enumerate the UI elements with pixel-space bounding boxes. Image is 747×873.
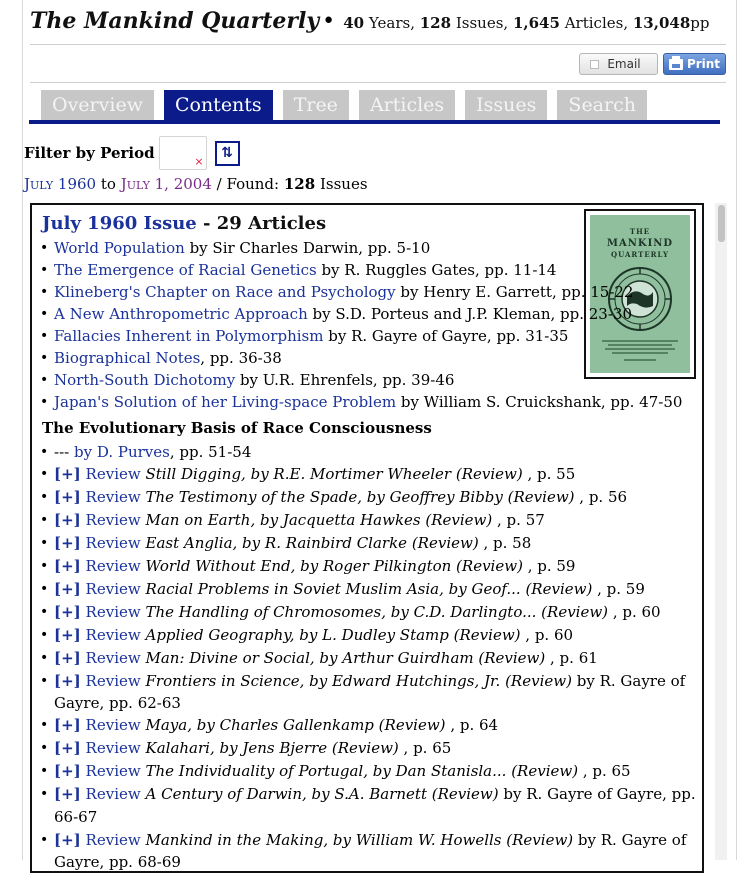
review-link[interactable]: Review <box>85 580 141 598</box>
list-item <box>38 441 702 463</box>
review-title: Man on Earth, by Jacquetta Hawkes (Review) <box>145 511 493 529</box>
review-link[interactable]: Review <box>85 603 141 621</box>
left-border <box>22 0 23 860</box>
right-border <box>736 0 737 860</box>
list-item <box>38 303 682 325</box>
scrollbar-thumb[interactable] <box>718 205 725 242</box>
article-meta: , pp. 36-38 <box>200 349 282 367</box>
review-title: A Century of Darwin, by S.A. Barnett (Review) <box>145 785 499 803</box>
review-meta: , p. 56 <box>574 488 628 506</box>
review-link[interactable]: Review <box>85 626 141 644</box>
article-link[interactable]: A New Anthropometric Approach <box>54 305 308 323</box>
review-item <box>38 624 702 647</box>
cover-the-text: THE <box>629 227 651 236</box>
issues-count: 128 <box>419 14 452 32</box>
period-filter <box>24 136 240 170</box>
expand-toggle[interactable]: [+] <box>54 739 81 757</box>
review-item <box>38 760 702 783</box>
review-meta: , p. 57 <box>492 511 545 529</box>
review-item <box>38 555 702 578</box>
review-item <box>38 463 702 486</box>
review-meta: , p. 60 <box>608 603 661 621</box>
review-link[interactable]: Review <box>85 511 141 529</box>
filter-label: Filter by Period <box>24 144 155 162</box>
sort-toggle-button[interactable] <box>215 141 240 166</box>
article-meta: by William S. Cruickshank, pp. 47-50 <box>396 393 683 411</box>
review-item <box>38 578 702 601</box>
review-meta: , p. 55 <box>522 465 576 483</box>
article-link[interactable]: Japan's Solution of her Living-space Problem <box>54 393 397 411</box>
review-title: Racial Problems in Soviet Muslim Asia, by Geof... (Review) <box>145 580 593 598</box>
expand-toggle[interactable]: [+] <box>54 716 81 734</box>
print-button[interactable] <box>663 53 726 75</box>
review-meta: , p. 65 <box>398 739 452 757</box>
review-title: The Handling of Chromosomes, by C.D. Darlingto... (Review) <box>145 603 609 621</box>
issue-contents-panel <box>30 203 704 873</box>
years-count: 40 <box>343 14 365 32</box>
review-meta: , p. 59 <box>522 557 576 575</box>
section-item-link[interactable]: by D. Purves <box>73 443 170 461</box>
review-link[interactable]: Review <box>85 488 141 506</box>
journal-title: The Mankind Quarterly <box>30 8 320 34</box>
review-item <box>38 509 702 532</box>
review-item <box>38 670 702 714</box>
review-link[interactable]: Review <box>85 672 141 690</box>
separator-dot: • <box>322 9 336 34</box>
review-title: East Anglia, by R. Rainbird Clarke (Review) <box>145 534 479 552</box>
article-link[interactable]: World Population <box>54 239 185 257</box>
review-meta: , p. 60 <box>520 626 574 644</box>
review-link[interactable]: Review <box>85 557 141 575</box>
review-item <box>38 829 702 873</box>
tab-articles[interactable]: Articles <box>359 90 455 120</box>
review-title: The Individuality of Portugal, by Dan Stanisla... (Review) <box>145 762 579 780</box>
review-link[interactable]: Review <box>85 739 141 757</box>
range-from-link[interactable]: July 1960 <box>24 175 97 193</box>
print-button-label: Print <box>686 57 721 71</box>
expand-toggle[interactable]: [+] <box>54 557 81 575</box>
email-checkbox-icon <box>590 60 599 69</box>
article-meta: by Sir Charles Darwin, pp. 5-10 <box>184 239 431 257</box>
expand-toggle[interactable]: [+] <box>54 831 81 849</box>
review-item <box>38 532 702 555</box>
review-meta: , p. 59 <box>592 580 645 598</box>
review-item <box>38 714 702 737</box>
clear-icon[interactable]: × <box>194 155 204 168</box>
review-link[interactable]: Review <box>85 831 141 849</box>
list-item <box>38 237 682 259</box>
article-link[interactable]: Klineberg's Chapter on Race and Psychology <box>54 283 396 301</box>
expand-toggle[interactable]: [+] <box>54 649 81 667</box>
section-item-meta: , pp. 51-54 <box>169 443 252 461</box>
article-meta: by R. Ruggles Gates, pp. 11-14 <box>316 261 557 279</box>
period-input[interactable] <box>159 136 207 170</box>
review-meta: , p. 61 <box>545 649 598 667</box>
expand-toggle[interactable]: [+] <box>54 626 81 644</box>
tabs-underline <box>29 120 720 124</box>
review-title: Kalahari, by Jens Bjerre (Review) <box>145 739 399 757</box>
review-meta: by R. Gayre of Gayre, pp. 66-67 <box>54 785 696 826</box>
review-list <box>38 441 702 873</box>
cover-mankind-text: MANKIND <box>606 238 674 249</box>
issue-title-link[interactable]: July 1960 Issue <box>42 213 197 234</box>
list-item <box>38 259 682 281</box>
list-item <box>38 347 682 369</box>
email-button[interactable] <box>579 53 658 75</box>
review-item <box>38 486 702 509</box>
review-title: Frontiers in Science, by Edward Hutchings, Jr. (Review) <box>145 672 572 690</box>
expand-toggle[interactable]: [+] <box>54 672 81 690</box>
article-link[interactable]: Fallacies Inherent in Polymorphism <box>54 327 324 345</box>
tab-overview[interactable]: Overview <box>41 90 154 120</box>
printer-icon <box>669 59 683 70</box>
expand-toggle[interactable]: [+] <box>54 465 81 483</box>
scrollbar-track[interactable] <box>715 203 727 860</box>
cover-quarterly-text: QUARTERLY <box>611 250 669 259</box>
review-meta: , p. 64 <box>445 716 499 734</box>
list-item <box>38 391 682 413</box>
tab-tree[interactable]: Tree <box>283 90 349 120</box>
found-label: / Found: <box>216 175 280 193</box>
article-meta: by U.R. Ehrenfels, pp. 39-46 <box>235 371 455 389</box>
review-link[interactable]: Review <box>85 649 141 667</box>
review-meta: , p. 65 <box>578 762 631 780</box>
journal-stats <box>343 14 709 32</box>
review-title: Still Digging, by R.E. Mortimer Wheeler (Review) <box>145 465 523 483</box>
review-meta: , p. 58 <box>478 534 532 552</box>
review-title: World Without End, by Roger Pilkington (Review) <box>145 557 523 575</box>
tab-issues[interactable]: Issues <box>465 90 547 120</box>
journal-header <box>30 8 730 34</box>
expand-toggle[interactable]: [+] <box>54 762 81 780</box>
expand-toggle[interactable]: [+] <box>54 785 81 803</box>
review-meta: by R. Gayre of Gayre, pp. 62-63 <box>54 672 686 712</box>
review-link[interactable]: Review <box>85 716 141 734</box>
found-unit: Issues <box>319 175 368 193</box>
issue-heading <box>42 213 326 234</box>
review-title: Applied Geography, by L. Dudley Stamp (Review) <box>145 626 521 644</box>
article-link[interactable]: The Emergence of Racial Genetics <box>54 261 317 279</box>
articles-count: 1,645 <box>512 14 560 32</box>
review-title: Man: Divine or Social, by Arthur Guirdham (Review) <box>145 649 546 667</box>
review-link[interactable]: Review <box>85 465 141 483</box>
review-link[interactable]: Review <box>85 785 141 803</box>
tab-search[interactable]: Search <box>557 90 647 120</box>
pages-count: 13,048 <box>632 14 691 32</box>
review-item <box>38 783 702 829</box>
expand-toggle[interactable]: [+] <box>54 580 81 598</box>
date-range <box>24 175 368 193</box>
section-heading: The Evolutionary Basis of Race Consciousness <box>42 419 432 437</box>
article-meta: by R. Gayre of Gayre, pp. 31-35 <box>323 327 569 345</box>
review-meta: by R. Gayre of Gayre, pp. 68-69 <box>54 831 687 871</box>
review-title: Maya, by Charles Gallenkamp (Review) <box>145 716 446 734</box>
article-meta: by Henry E. Garrett, pp. 15-22 <box>395 283 634 301</box>
header-divider <box>30 44 726 45</box>
sort-arrows-icon: ⇅ <box>221 145 233 161</box>
expand-toggle[interactable]: [+] <box>54 534 81 552</box>
range-to-word: to <box>100 175 116 193</box>
found-count: 128 <box>283 175 316 193</box>
section-item-prefix: --- <box>54 443 74 461</box>
issue-article-count: - 29 Articles <box>203 213 327 234</box>
expand-toggle[interactable]: [+] <box>54 488 81 506</box>
review-item <box>38 737 702 760</box>
email-button-label: Email <box>607 57 641 71</box>
article-list <box>38 237 682 413</box>
article-link[interactable]: Biographical Notes <box>54 349 201 367</box>
toolbar-divider <box>30 82 726 83</box>
article-meta: by S.D. Porteus and J.P. Kleman, pp. 23-30 <box>307 305 633 323</box>
nav-tabs <box>41 90 647 120</box>
review-title: Mankind in the Making, by William W. Howells (Review) <box>145 831 574 849</box>
list-item <box>38 369 682 391</box>
article-link[interactable]: North-South Dichotomy <box>54 371 236 389</box>
review-item <box>38 647 702 670</box>
review-item <box>38 601 702 624</box>
review-link[interactable]: Review <box>85 534 141 552</box>
expand-toggle[interactable]: [+] <box>54 603 81 621</box>
list-item <box>38 325 682 347</box>
years-label: Years, <box>368 14 415 32</box>
issues-label: Issues, <box>455 14 509 32</box>
range-to-link[interactable]: July 1, 2004 <box>120 175 212 193</box>
articles-label: Articles, <box>564 14 629 32</box>
review-link[interactable]: Review <box>85 762 141 780</box>
expand-toggle[interactable]: [+] <box>54 511 81 529</box>
list-item <box>38 281 682 303</box>
review-title: The Testimony of the Spade, by Geoffrey Bibby (Review) <box>145 488 575 506</box>
tab-contents[interactable]: Contents <box>164 90 273 120</box>
pages-label: pp <box>690 14 710 32</box>
